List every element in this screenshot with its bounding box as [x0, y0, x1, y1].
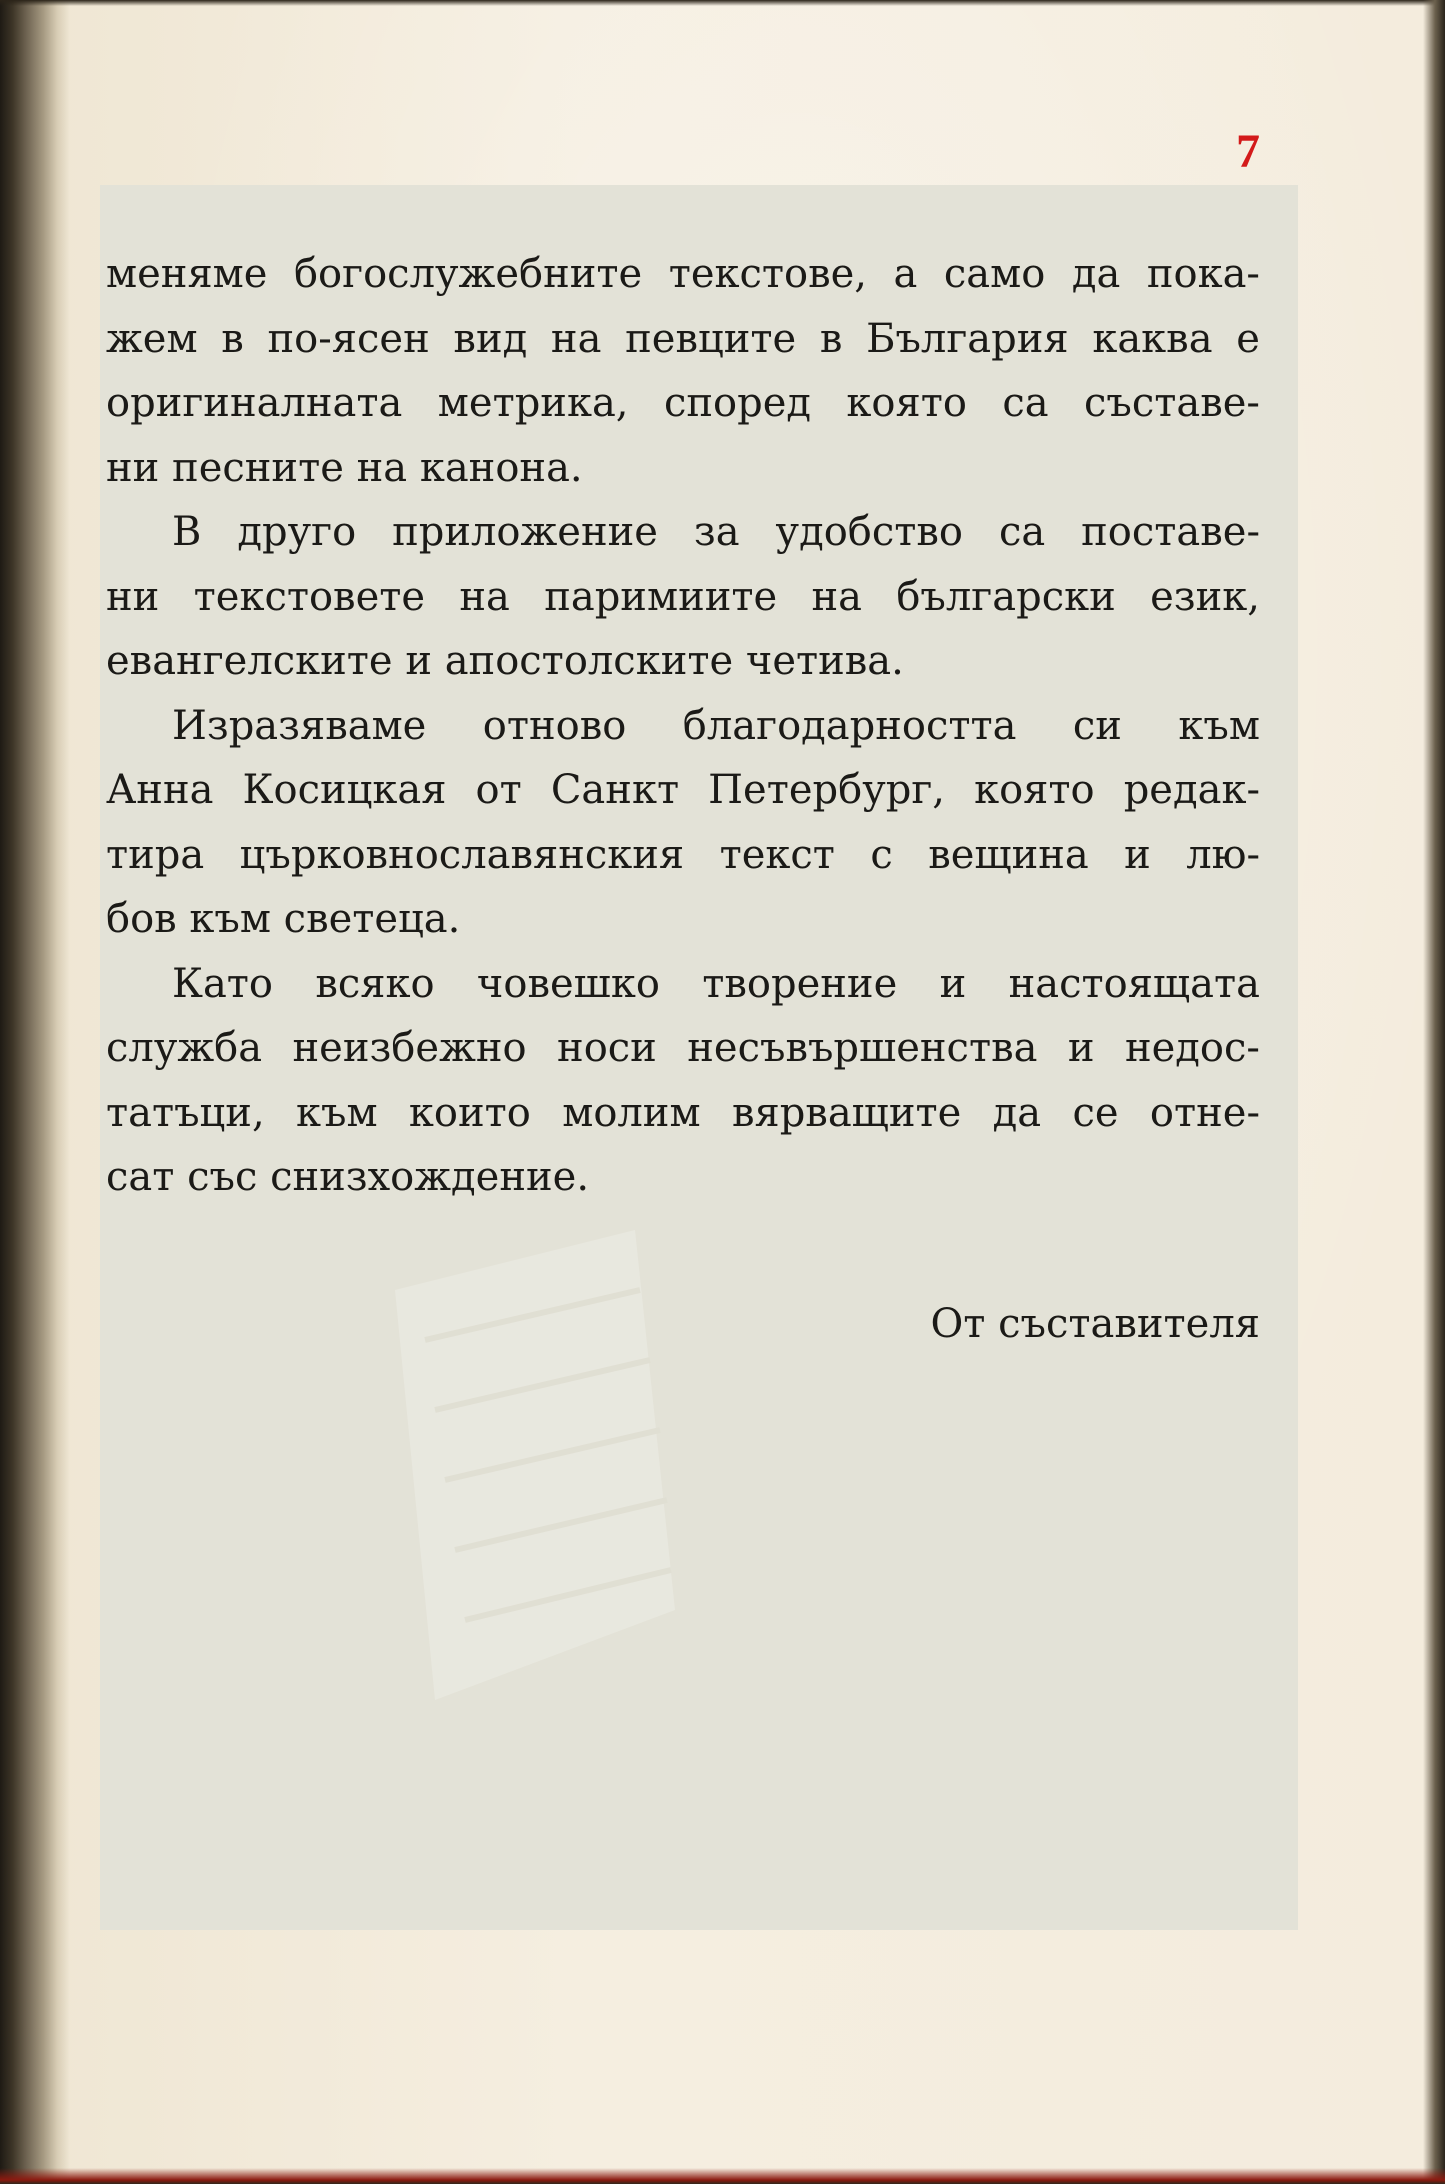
- word: с: [870, 831, 893, 878]
- word: и: [1067, 1025, 1095, 1071]
- word: и: [1124, 831, 1151, 878]
- word: Анна: [106, 767, 214, 813]
- word: България: [866, 315, 1069, 362]
- word: да: [992, 1089, 1042, 1136]
- text-line: бов към светеца.: [106, 896, 461, 942]
- word: редак-: [1123, 767, 1260, 813]
- word: Като: [172, 960, 274, 1007]
- text-line: [106, 758, 1260, 823]
- text-line: [106, 694, 1260, 759]
- word: оригиналната: [106, 380, 403, 426]
- word: лю-: [1186, 831, 1260, 878]
- word: език,: [1150, 573, 1260, 620]
- word: метрика,: [437, 380, 629, 426]
- word: меняме: [106, 251, 268, 297]
- text-line: [106, 1016, 1260, 1081]
- word: всяко: [315, 960, 435, 1007]
- word: към: [1178, 702, 1260, 749]
- word: молим: [562, 1089, 701, 1136]
- word: и: [939, 960, 967, 1007]
- word: която: [846, 380, 967, 426]
- word: си: [1072, 702, 1122, 749]
- word: на: [459, 573, 510, 620]
- word: неизбежно: [292, 1025, 527, 1071]
- word: български: [896, 573, 1116, 620]
- word: ни: [106, 573, 160, 620]
- word: несъвършенства: [687, 1025, 1038, 1071]
- right-edge: [1423, 0, 1445, 2184]
- word: църковнославянския: [239, 831, 685, 878]
- word: Косицкая: [242, 767, 447, 813]
- word: Петербург,: [708, 767, 946, 813]
- word: творение: [702, 960, 898, 1007]
- word: приложение: [392, 509, 658, 555]
- word: текст: [719, 831, 835, 878]
- word: недос-: [1124, 1025, 1260, 1071]
- word: вид: [453, 315, 528, 362]
- word: вярващите: [731, 1089, 962, 1136]
- faded-illustration: [375, 1230, 705, 1700]
- word: богослужебните: [293, 251, 643, 297]
- body-text: [106, 242, 1260, 1210]
- paragraph: [106, 694, 1260, 952]
- text-line: [106, 307, 1260, 372]
- word: в: [819, 315, 843, 362]
- word: певците: [625, 315, 797, 362]
- word: са: [998, 509, 1046, 555]
- word: на: [811, 573, 863, 620]
- word: според: [663, 380, 811, 426]
- top-edge: [0, 0, 1445, 6]
- word: тира: [106, 831, 205, 878]
- word: жем: [106, 315, 198, 362]
- text-line: [106, 565, 1260, 630]
- word: човешко: [476, 960, 660, 1007]
- word: татъци,: [106, 1089, 265, 1136]
- word: само: [943, 251, 1046, 297]
- word: благодарността: [682, 702, 1017, 749]
- text-line: [106, 242, 1260, 307]
- binding-shadow: [0, 0, 70, 2184]
- text-line: [106, 371, 1260, 436]
- word: вещина: [928, 831, 1089, 878]
- word: поставе-: [1081, 509, 1260, 555]
- word: съставе-: [1084, 380, 1260, 426]
- text-line: евангелските и апостолските четива.: [106, 638, 904, 684]
- paragraph: [106, 242, 1260, 500]
- paragraph: [106, 500, 1260, 694]
- word: Изразяваме: [172, 702, 427, 749]
- word: друго: [237, 509, 357, 555]
- word: която: [974, 767, 1095, 813]
- signature: От съставителя: [930, 1301, 1260, 1347]
- word: е: [1236, 315, 1260, 362]
- word: в: [221, 315, 244, 362]
- word: да: [1071, 251, 1121, 297]
- word: служба: [106, 1025, 263, 1071]
- text-line: сат със снизхождение.: [106, 1154, 590, 1200]
- paragraph: [106, 952, 1260, 1210]
- word: текстовете: [193, 573, 426, 620]
- word: по-ясен: [267, 315, 430, 362]
- text-line: ни песните на канона.: [106, 444, 583, 491]
- word: на: [550, 315, 602, 362]
- word: а: [893, 251, 918, 297]
- word: за: [693, 509, 740, 555]
- word: се: [1072, 1089, 1119, 1136]
- text-line: [106, 1081, 1260, 1146]
- word: паримиите: [544, 573, 778, 620]
- word: В: [172, 509, 202, 555]
- word: удобство: [775, 509, 963, 555]
- text-line: [106, 952, 1260, 1017]
- word: пока-: [1146, 251, 1260, 297]
- word: отне-: [1149, 1089, 1260, 1136]
- word: текстове,: [668, 251, 868, 297]
- word: които: [408, 1089, 531, 1136]
- text-line: [106, 500, 1260, 565]
- word: настоящата: [1008, 960, 1260, 1007]
- word: към: [296, 1089, 378, 1136]
- page-number: 7: [1236, 125, 1260, 178]
- bottom-edge: [0, 2168, 1445, 2184]
- text-line: [106, 823, 1260, 888]
- word: са: [1002, 380, 1049, 426]
- word: носи: [557, 1025, 657, 1071]
- word: каква: [1092, 315, 1213, 362]
- word: Санкт: [550, 767, 680, 813]
- word: отново: [482, 702, 627, 749]
- word: от: [475, 767, 522, 813]
